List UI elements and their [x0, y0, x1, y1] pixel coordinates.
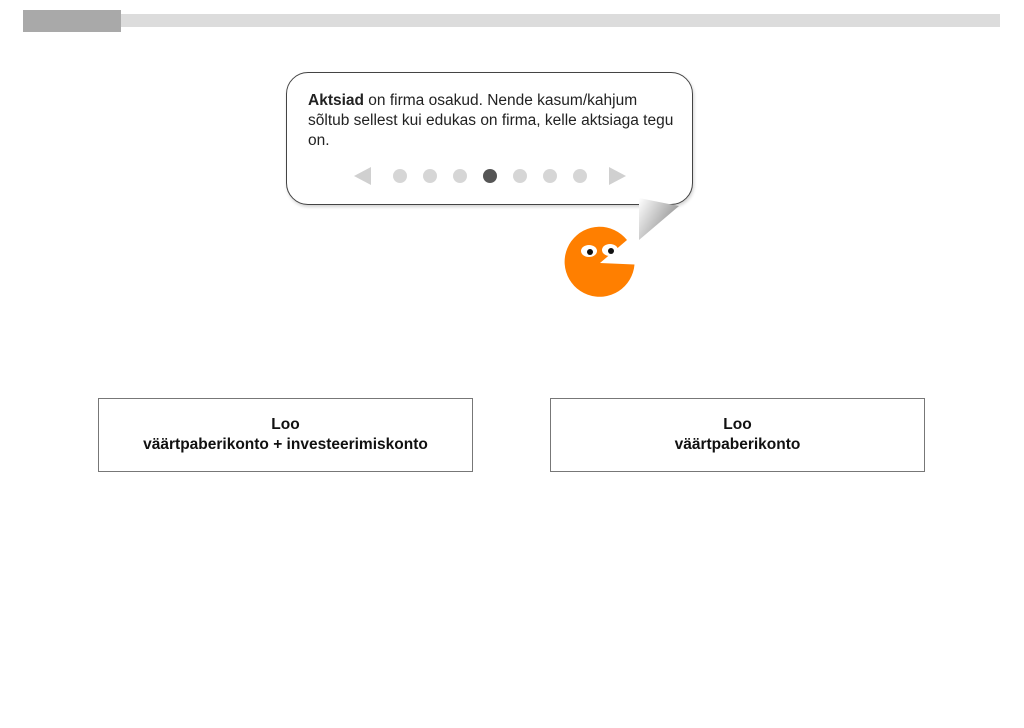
create-securities-account-button[interactable] — [550, 398, 925, 472]
slide-pager — [353, 165, 627, 187]
button-label-line1: Loo — [723, 416, 752, 433]
pager-dot[interactable] — [393, 169, 407, 183]
bubble-term: Aktsiad — [308, 92, 364, 109]
speech-bubble-tail — [636, 198, 686, 242]
mascot-pacman-icon — [561, 224, 639, 302]
pager-dot[interactable] — [423, 169, 437, 183]
pager-dot[interactable] — [573, 169, 587, 183]
button-label-line2: väärtpaberikonto — [674, 436, 801, 453]
progress-bar-fill — [23, 10, 121, 32]
progress-bar — [23, 14, 1000, 27]
pager-dot[interactable] — [513, 169, 527, 183]
bubble-body: on firma osakud. Nende kasum/kahjum sõltub sellest kui edukas on firma, kelle aktsiaga tegu on. — [308, 92, 674, 149]
speech-bubble — [286, 72, 693, 205]
next-arrow-icon[interactable] — [607, 166, 627, 186]
bubble-message — [308, 91, 680, 151]
button-label-line2: väärtpaberikonto + investeerimiskonto — [143, 436, 428, 453]
create-securities-and-investment-account-button[interactable] — [98, 398, 473, 472]
pager-dot[interactable] — [483, 169, 497, 183]
previous-arrow-icon[interactable] — [353, 166, 373, 186]
pager-dot[interactable] — [453, 169, 467, 183]
button-label-line1: Loo — [271, 416, 300, 433]
pager-dot[interactable] — [543, 169, 557, 183]
